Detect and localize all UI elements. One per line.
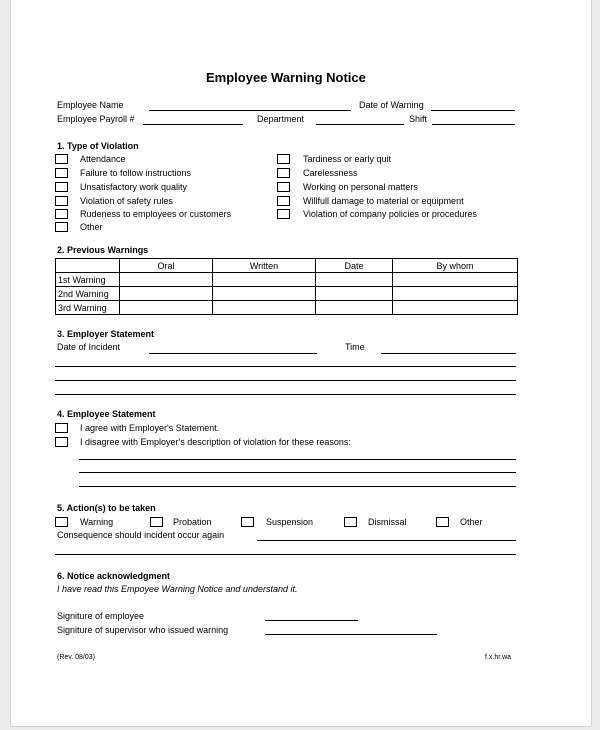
- employee-reason-line[interactable]: [79, 459, 516, 460]
- employer-statement-line[interactable]: [55, 380, 516, 381]
- document-page: [10, 0, 592, 727]
- action-label: Suspension: [266, 517, 314, 527]
- checkbox-unsatisfactory-work[interactable]: [55, 182, 68, 192]
- page-title: Employee Warning Notice: [206, 70, 366, 85]
- action-label: Dismissal: [368, 517, 407, 527]
- column-header: By whom: [393, 259, 518, 273]
- table-cell[interactable]: [120, 273, 213, 287]
- acknowledgment-heading: 6. Notice acknowledgment: [57, 571, 171, 581]
- column-header: Date: [316, 259, 393, 273]
- checkbox-tardiness[interactable]: [277, 154, 290, 164]
- table-cell[interactable]: [120, 301, 213, 315]
- column-header: Oral: [120, 259, 213, 273]
- employer-statement-line[interactable]: [55, 394, 516, 395]
- violation-label: Attendance: [80, 154, 126, 164]
- supervisor-signature-label: Signiture of supervisor who issued warning: [57, 625, 229, 635]
- form-code: f.x.hr.wa: [485, 654, 512, 661]
- employee-signature-label: Signiture of employee: [57, 611, 145, 621]
- table-cell[interactable]: [213, 287, 316, 301]
- violation-label: Tardiness or early quit: [303, 154, 392, 164]
- violation-label: Willfull damage to material or equipment: [303, 196, 464, 206]
- table-cell[interactable]: [393, 301, 518, 315]
- employer-statement-heading: 3. Employer Statement: [57, 329, 155, 339]
- table-cell[interactable]: [120, 287, 213, 301]
- date-of-warning-label: Date of Warning: [359, 100, 424, 110]
- action-label: Other: [460, 517, 483, 527]
- violation-label: Violation of safety rules: [80, 196, 173, 206]
- checkbox-dismissal[interactable]: [344, 517, 357, 527]
- violation-label: Unsatisfactory work quality: [80, 182, 188, 192]
- row-label: 3rd Warning: [56, 301, 120, 315]
- table-cell[interactable]: [316, 273, 393, 287]
- column-header: Written: [213, 259, 316, 273]
- previous-warnings-table: [55, 258, 518, 315]
- violation-label: Working on personal matters: [303, 182, 418, 192]
- checkbox-probation[interactable]: [150, 517, 163, 527]
- checkbox-failure-to-follow[interactable]: [55, 168, 68, 178]
- table-cell[interactable]: [393, 273, 518, 287]
- time-label: Time: [345, 342, 365, 352]
- checkbox-attendance[interactable]: [55, 154, 68, 164]
- date-of-incident-label: Date of Incident: [57, 342, 121, 352]
- actions-heading: 5. Action(s) to be taken: [57, 503, 156, 513]
- violation-label: Violation of company policies or procedures: [303, 209, 477, 219]
- violation-label: Carelessness: [303, 168, 358, 178]
- consequence-label: Consequence should incident occur again: [57, 530, 225, 540]
- acknowledgment-statement: I have read this Empoyee Warning Notice and understand it.: [57, 584, 298, 594]
- table-header-row: [56, 259, 518, 273]
- action-label: Warning: [80, 517, 114, 527]
- checkbox-other-violation[interactable]: [55, 222, 68, 232]
- employee-name-field[interactable]: [149, 110, 351, 111]
- previous-warnings-heading: 2. Previous Warnings: [57, 245, 149, 255]
- violation-label: Rudeness to employees or customers: [80, 209, 232, 219]
- employee-signature-field[interactable]: [265, 620, 358, 621]
- table-row: [56, 301, 518, 315]
- checkbox-agree[interactable]: [55, 423, 68, 433]
- checkbox-suspension[interactable]: [241, 517, 254, 527]
- agree-label: I agree with Employer's Statement.: [80, 423, 220, 433]
- row-label: 1st Warning: [56, 273, 120, 287]
- row-label: 2nd Warning: [56, 287, 120, 301]
- checkbox-rudeness[interactable]: [55, 209, 68, 219]
- consequence-field[interactable]: [257, 540, 516, 541]
- checkbox-other-action[interactable]: [436, 517, 449, 527]
- table-cell[interactable]: [393, 287, 518, 301]
- employee-reason-line[interactable]: [79, 472, 516, 473]
- violation-label: Failure to follow instructions: [80, 168, 192, 178]
- shift-field[interactable]: [432, 124, 515, 125]
- checkbox-company-policies[interactable]: [277, 209, 290, 219]
- checkbox-carelessness[interactable]: [277, 168, 290, 178]
- checkbox-personal-matters[interactable]: [277, 182, 290, 192]
- checkbox-willfull-damage[interactable]: [277, 196, 290, 206]
- action-label: Probation: [173, 517, 212, 527]
- table-cell[interactable]: [213, 273, 316, 287]
- supervisor-signature-field[interactable]: [265, 634, 437, 635]
- employee-reason-line[interactable]: [79, 486, 516, 487]
- checkbox-safety-rules[interactable]: [55, 196, 68, 206]
- column-header: [56, 259, 120, 273]
- time-field[interactable]: [381, 353, 516, 354]
- table-cell[interactable]: [316, 301, 393, 315]
- employee-name-label: Employee Name: [57, 100, 124, 110]
- date-of-incident-field[interactable]: [149, 353, 317, 354]
- checkbox-warning[interactable]: [55, 517, 68, 527]
- payroll-label: Employee Payroll #: [57, 114, 135, 124]
- department-label: Department: [257, 114, 305, 124]
- checkbox-disagree[interactable]: [55, 437, 68, 447]
- violation-heading: 1. Type of Violation: [57, 141, 139, 151]
- revision-note: (Rev. 08/03): [57, 654, 95, 661]
- consequence-line[interactable]: [55, 554, 516, 555]
- table-row: [56, 287, 518, 301]
- date-of-warning-field[interactable]: [431, 110, 515, 111]
- payroll-field[interactable]: [143, 124, 243, 125]
- employee-statement-heading: 4. Employee Statement: [57, 409, 156, 419]
- violation-label: Other: [80, 222, 103, 232]
- table-row: [56, 273, 518, 287]
- table-cell[interactable]: [316, 287, 393, 301]
- shift-label: Shift: [409, 114, 428, 124]
- table-cell[interactable]: [213, 301, 316, 315]
- disagree-label: I disagree with Employer's description of violation for these reasons:: [80, 437, 351, 447]
- employer-statement-line[interactable]: [55, 366, 516, 367]
- department-field[interactable]: [316, 124, 404, 125]
